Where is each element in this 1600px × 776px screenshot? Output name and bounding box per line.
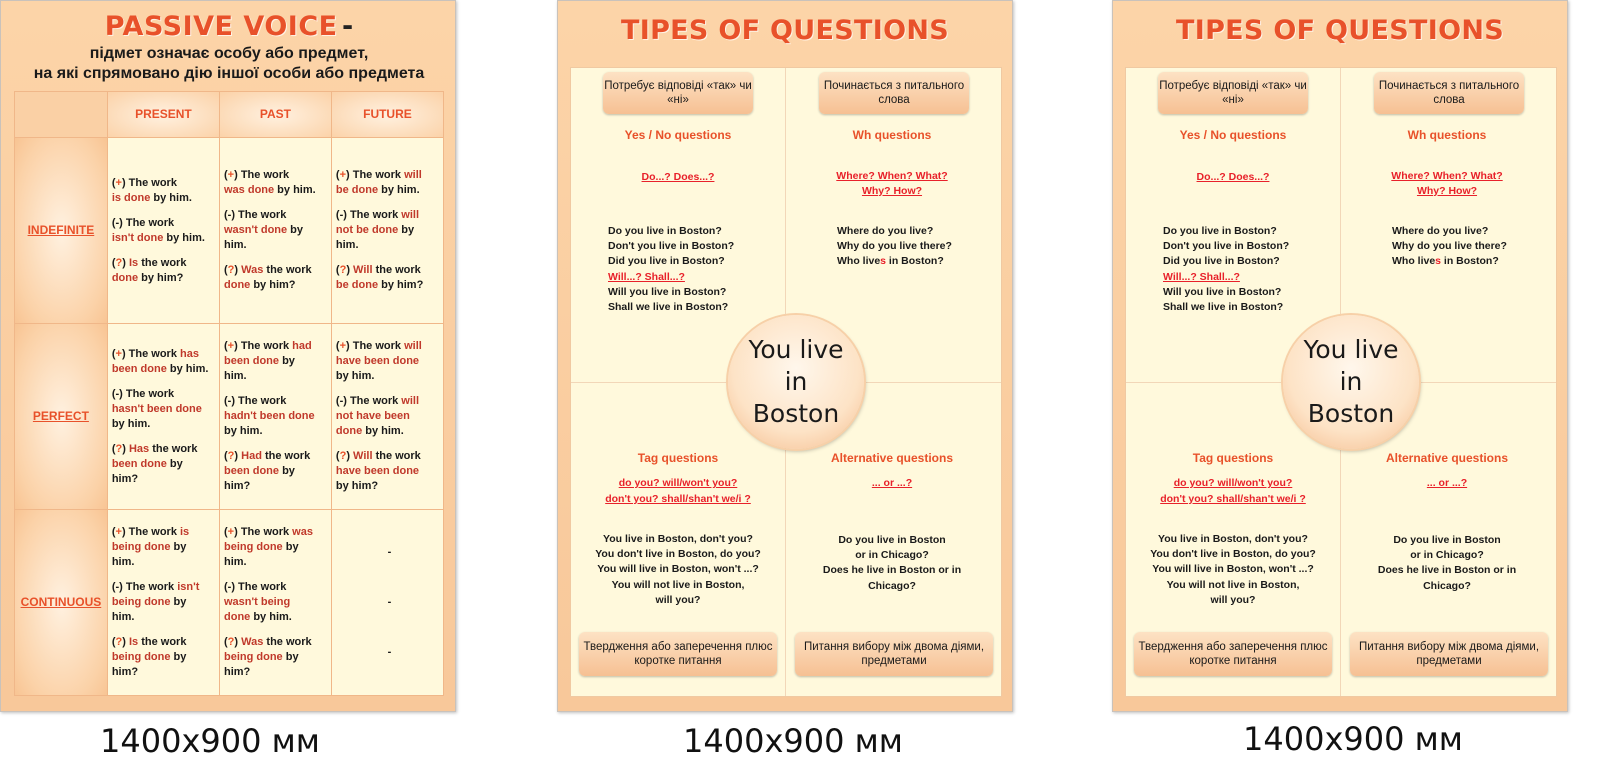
example-line: Shall we live in Boston? <box>608 301 729 314</box>
example-line: You don't live in Boston, do you? <box>595 548 761 561</box>
passive-title: PASSIVE VOICE <box>104 11 338 42</box>
example-line: Will you live in Boston? <box>1163 285 1282 298</box>
example-line: Chicago? <box>1423 579 1471 592</box>
box-alternative-description: Питання вибору між двома діями, предметами <box>1350 632 1548 676</box>
pattern-wh-2: Why? How? <box>1416 185 1478 197</box>
example-line: You will not live in Boston, <box>1166 578 1300 591</box>
example-line: Does he live in Boston or in <box>822 564 962 577</box>
example-line: You will live in Boston, won't ...? <box>597 563 759 576</box>
example-line: or in Chicago? <box>1410 549 1484 562</box>
example-text: Who live <box>837 255 881 268</box>
example-line: Do you live in Boston <box>1393 534 1501 546</box>
examples-wh <box>1392 224 1507 270</box>
size-label-questions-1: 1400x900 мм <box>683 722 903 760</box>
pattern-tag-2: don't you? shall/shan't we/i ? <box>605 493 751 505</box>
cell-future-perfect: (+) The work will have been done by him. (-) The work will not have been done by him. (?) Will the work have been done by him? <box>331 324 443 510</box>
examples-alternative <box>785 533 999 594</box>
questions-panel <box>570 67 1002 697</box>
pattern-tag-1: do you? will/won't you? <box>618 477 738 489</box>
box-yes-no-description: Потребує відповіді «так» чи «ні» <box>1158 72 1308 114</box>
pattern-alternative: ... or ...? <box>871 477 913 489</box>
passive-table <box>14 91 444 696</box>
box-yes-no-description: Потребує відповіді «так» чи «ні» <box>603 72 753 114</box>
example-line: You live in Boston, don't you? <box>603 533 753 545</box>
example-line: Do you live in Boston <box>838 534 946 546</box>
col-future: FUTURE <box>331 92 443 138</box>
questions-title: TIPES OF QUESTIONS <box>621 15 949 46</box>
examples-yes-no <box>608 224 734 315</box>
questions-title: TIPES OF QUESTIONS <box>1176 15 1504 46</box>
pattern-tag-2: don't you? shall/shan't we/i ? <box>1160 493 1306 505</box>
heading-tag: Tag questions <box>1192 451 1274 465</box>
cell-past-perfect: (+) The work had been done by him. (-) The work hadn't been done by him. (?) Had the work been done by him? <box>220 324 332 510</box>
pattern-tag-1: do you? will/won't you? <box>1173 477 1293 489</box>
size-label-passive: 1400x900 мм <box>100 722 320 760</box>
passive-voice-poster <box>0 0 456 712</box>
passive-subtitle-1: підмет означає особу або предмет, <box>89 45 369 62</box>
example-line: Does he live in Boston or in <box>1377 564 1517 577</box>
example-line: will you? <box>655 593 701 606</box>
heading-yes-no: Yes / No questions <box>624 128 732 142</box>
heading-alternative: Alternative questions <box>830 451 954 465</box>
table-corner <box>15 92 108 138</box>
questions-poster-1 <box>557 0 1013 712</box>
example-line: Do you live in Boston? <box>608 225 722 237</box>
example-text: in Boston? <box>1441 255 1499 268</box>
examples-yes-no <box>1163 224 1289 315</box>
questions-panel <box>1125 67 1557 697</box>
box-alternative-description: Питання вибору між двома діями, предметами <box>795 632 993 676</box>
example-line: Why do you live there? <box>1392 240 1507 253</box>
heading-wh: Wh questions <box>1407 128 1487 142</box>
center-circle <box>1283 315 1419 449</box>
example-line: or in Chicago? <box>855 549 929 562</box>
cell-past-indefinite: (+) The work was done by him. (-) The work wasn't done by him. (?) Was the work done by him? <box>220 138 332 324</box>
size-label-questions-2: 1400x900 мм <box>1243 720 1463 758</box>
passive-title-line <box>1 11 457 42</box>
heading-alternative: Alternative questions <box>1385 451 1509 465</box>
examples-wh <box>837 224 952 270</box>
pattern-yes-no: Do...? Does...? <box>641 171 715 183</box>
example-line: will you? <box>1210 593 1256 606</box>
cell-present-indefinite: (+) The work is done by him. (-) The work isn't done by him. (?) Is the work done by him? <box>107 138 219 324</box>
example-line: Don't you live in Boston? <box>608 240 735 253</box>
questions-poster-2 <box>1112 0 1568 712</box>
passive-title-dash: - <box>342 11 354 42</box>
example-text: in Boston? <box>886 255 944 268</box>
example-line: You will live in Boston, won't ...? <box>1152 563 1314 576</box>
example-line: Where do you live? <box>837 225 934 237</box>
pattern-wh-1: Where? When? What? <box>836 170 948 182</box>
example-line: Do you live in Boston? <box>1163 225 1277 237</box>
col-present: PRESENT <box>107 92 219 138</box>
example-line: Don't you live in Boston? <box>1163 240 1290 253</box>
row-perfect <box>15 324 444 510</box>
heading-tag: Tag questions <box>637 451 719 465</box>
example-line <box>837 254 952 269</box>
row-continuous <box>15 510 444 696</box>
passive-subtitle-2: на які спрямовано дію іншої особи або предмета <box>33 65 425 82</box>
example-line: Why do you live there? <box>837 240 952 253</box>
example-line: Shall we live in Boston? <box>1163 301 1284 314</box>
pattern-wh-2: Why? How? <box>861 185 923 197</box>
example-line: Will you live in Boston? <box>608 285 727 298</box>
center-text: You live in Boston <box>748 335 844 428</box>
center-text: You live in Boston <box>1303 335 1399 428</box>
pattern-wh-1: Where? When? What? <box>1391 170 1503 182</box>
example-line: Will...? Shall...? <box>1163 270 1240 283</box>
center-circle <box>728 315 864 449</box>
cell-past-continuous: (+) The work was being done by him. (-) The work wasn't being done by him. (?) Was the work being done by him? <box>220 510 332 696</box>
cell-future-indefinite: (+) The work will be done by him. (-) The work will not be done by him. (?) Will the work be done by him? <box>331 138 443 324</box>
row-indefinite <box>15 138 444 324</box>
row-label-perfect: PERFECT <box>15 324 108 510</box>
example-line: You don't live in Boston, do you? <box>1150 548 1316 561</box>
box-tag-description: Твердження або заперечення плюс коротке питання <box>579 632 777 676</box>
cell-future-continuous: - - - <box>331 510 443 696</box>
box-wh-description: Починається з питального слова <box>1374 72 1524 114</box>
box-wh-description: Починається з питального слова <box>819 72 969 114</box>
box-tag-description: Твердження або заперечення плюс коротке питання <box>1134 632 1332 676</box>
cell-present-continuous: (+) The work is being done by him. (-) The work isn't being done by him. (?) Is the work being done by him? <box>107 510 219 696</box>
pattern-alternative: ... or ...? <box>1426 477 1468 489</box>
example-line: You will not live in Boston, <box>611 578 745 591</box>
heading-wh: Wh questions <box>852 128 932 142</box>
pattern-yes-no: Do...? Does...? <box>1196 171 1270 183</box>
example-line: Will...? Shall...? <box>608 270 685 283</box>
example-line: Chicago? <box>868 579 916 592</box>
example-line <box>1392 254 1507 269</box>
example-line: Did you live in Boston? <box>1163 255 1280 268</box>
example-line: Where do you live? <box>1392 225 1489 237</box>
cell-present-perfect: (+) The work has been done by him. (-) The work hasn't been done by him. (?) Has the work been done by him? <box>107 324 219 510</box>
row-label-indefinite: INDEFINITE <box>15 138 108 324</box>
examples-tag <box>571 532 785 608</box>
example-ending: s <box>880 255 887 268</box>
examples-alternative <box>1340 533 1554 594</box>
table-header-row <box>15 92 444 138</box>
example-line: Did you live in Boston? <box>608 255 725 268</box>
col-past: PAST <box>220 92 332 138</box>
example-text: Who live <box>1392 255 1436 268</box>
example-line: You live in Boston, don't you? <box>1158 533 1308 545</box>
row-label-continuous: CONTINUOUS <box>15 510 108 696</box>
example-ending: s <box>1435 255 1442 268</box>
examples-tag <box>1126 532 1340 608</box>
heading-yes-no: Yes / No questions <box>1179 128 1287 142</box>
